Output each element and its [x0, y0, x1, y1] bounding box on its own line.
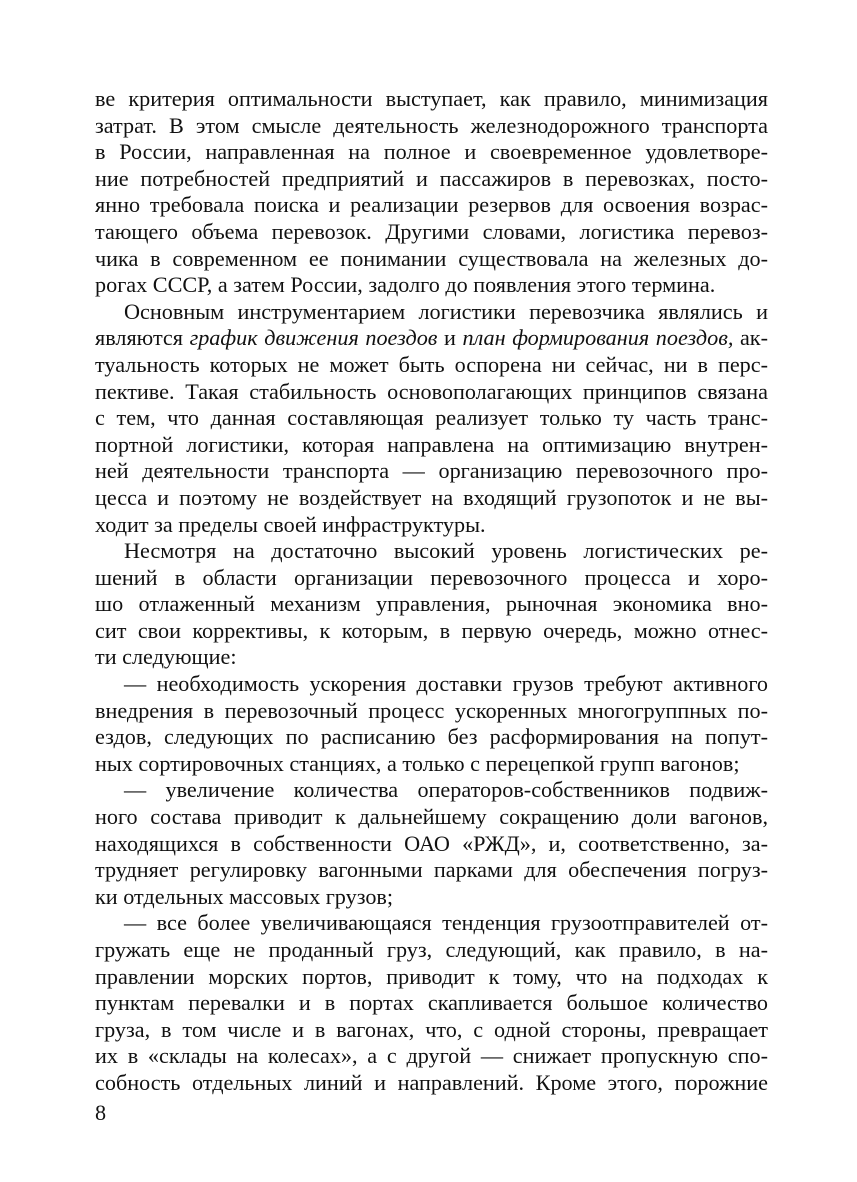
- text-line: [95, 352, 768, 379]
- text-segment: являются: [95, 325, 190, 351]
- text-line: [95, 964, 768, 991]
- text-line: [95, 724, 768, 751]
- text-segment: — необходимость ускорения доставки грузов требуют активного: [124, 671, 768, 697]
- text-segment: — увеличение количества операторов-собственников подвиж-: [124, 777, 768, 803]
- text-line: [95, 325, 768, 352]
- paragraph: [95, 777, 768, 910]
- text-line: [95, 219, 768, 246]
- text-line: [95, 538, 768, 565]
- text-segment: затрат. В этом смысле деятельность железнодорожного транспорта: [95, 112, 768, 138]
- text-line: [95, 1043, 768, 1070]
- text-segment: ве критерия оптимальности выступает, как правило, минимизация: [95, 86, 768, 111]
- text-line: [95, 804, 768, 831]
- text-segment: пективе. Такая стабильность основополагающих принципов связана: [95, 378, 768, 404]
- text-line: [95, 751, 768, 778]
- text-line: [95, 565, 768, 592]
- text-line: [95, 591, 768, 618]
- text-line: [95, 990, 768, 1017]
- text-segment: портной логистики, которая направлена на оптимизацию внутрен-: [95, 431, 768, 457]
- text-line: [95, 458, 768, 485]
- text-line: [95, 1017, 768, 1044]
- text-segment: — все более увеличивающаяся тенденция грузоотправителей от-: [124, 910, 768, 936]
- text-line: [95, 857, 768, 884]
- text-segment: в России, направленная на полное и своевременное удовлетворе-: [95, 139, 768, 165]
- text-segment: Основным инструментарием логистики перевозчика являлись и: [124, 298, 768, 324]
- text-line: [95, 644, 768, 671]
- text-segment: гружать еще не проданный груз, следующий, как правило, в на-: [95, 937, 768, 962]
- text-segment: туальность которых не может быть оспорена ни сейчас, ни в перс-: [95, 351, 768, 377]
- text-segment: внедрения в перевозочный процесс ускоренных многогруппных по-: [95, 697, 768, 723]
- text-segment: ки отдельных массовых грузов;: [95, 883, 394, 909]
- text-line: [95, 937, 768, 964]
- text-line: [95, 884, 768, 911]
- italic-term: график движения поездов: [189, 325, 438, 351]
- text-segment: чика в современном ее понимании существовала на железных до-: [95, 245, 768, 271]
- text-line: [95, 246, 768, 273]
- text-line: [95, 671, 768, 698]
- text-segment: Несмотря на достаточно высокий уровень логистических ре-: [124, 538, 768, 564]
- paragraph: [95, 538, 768, 671]
- text-line: [95, 432, 768, 459]
- text-segment: их в «склады на колесах», а с другой — снижает пропускную спо-: [95, 1043, 768, 1069]
- text-segment: янно требовала поиска и реализации резервов для освоения возрас-: [95, 192, 768, 218]
- page-number: 8: [95, 1100, 107, 1125]
- text-segment: собность отдельных линий и направлений. Кроме этого, порожние: [95, 1069, 768, 1095]
- text-segment: правлении морских портов, приводит к тому, что на подходах к: [95, 963, 768, 989]
- text-segment: ней деятельности транспорта — организацию перевозочного про-: [95, 458, 768, 484]
- paragraph: [95, 910, 768, 1096]
- text-segment: цесса и поэтому не воздействует на входящий грузопоток и не вы-: [95, 484, 768, 510]
- text-line: [95, 379, 768, 406]
- text-line: [95, 166, 768, 193]
- text-line: [95, 485, 768, 512]
- text-line: [95, 777, 768, 804]
- text-line: [95, 139, 768, 166]
- text-segment: с тем, что данная составляющая реализует только ту часть транс-: [95, 405, 768, 431]
- page-body: [95, 86, 768, 1097]
- text-line: [95, 405, 768, 432]
- text-segment: ных сортировочных станциях, а только с перецепкой групп вагонов;: [95, 750, 740, 776]
- text-segment: ак-: [733, 325, 768, 351]
- text-line: [95, 698, 768, 725]
- text-segment: ние потребностей предприятий и пассажиров в перевозках, посто-: [95, 165, 768, 191]
- text-segment: и: [437, 325, 463, 351]
- text-segment: рогах СССР, а затем России, задолго до появления этого термина.: [95, 272, 716, 298]
- text-line: [95, 299, 768, 326]
- text-segment: ходит за пределы своей инфраструктуры.: [95, 511, 486, 537]
- paragraph: [95, 671, 768, 777]
- text-line: [95, 1070, 768, 1097]
- text-line: [95, 192, 768, 219]
- text-line: [95, 618, 768, 645]
- text-segment: ти следующие:: [95, 644, 237, 670]
- paragraph: [95, 299, 768, 538]
- paragraph: [95, 86, 768, 299]
- text-line: [95, 113, 768, 140]
- text-line: [95, 86, 768, 113]
- text-segment: шо отлаженный механизм управления, рыночная экономика вно-: [95, 591, 768, 617]
- text-segment: груза, в том числе и в вагонах, что, с одной стороны, превращает: [95, 1016, 768, 1042]
- text-line: [95, 910, 768, 937]
- text-segment: ездов, следующих по расписанию без расформирования на попут-: [95, 724, 768, 750]
- text-segment: сит свои коррективы, к которым, в первую очередь, можно отнес-: [95, 617, 768, 643]
- italic-term: план формирования поездов,: [462, 325, 734, 351]
- text-line: [95, 512, 768, 539]
- text-line: [95, 272, 768, 299]
- text-segment: находящихся в собственности ОАО «РЖД», и, соответственно, за-: [95, 830, 768, 856]
- text-segment: ного состава приводит к дальнейшему сокращению доли вагонов,: [95, 804, 768, 830]
- text-line: [95, 831, 768, 858]
- text-segment: тающего объема перевозок. Другими словами, логистика перевоз-: [95, 218, 768, 244]
- text-segment: пунктам перевалки и в портах скапливается большое количество: [95, 990, 768, 1016]
- text-segment: шений в области организации перевозочного процесса и хоро-: [95, 564, 768, 590]
- text-segment: трудняет регулировку вагонными парками для обеспечения погруз-: [95, 857, 768, 883]
